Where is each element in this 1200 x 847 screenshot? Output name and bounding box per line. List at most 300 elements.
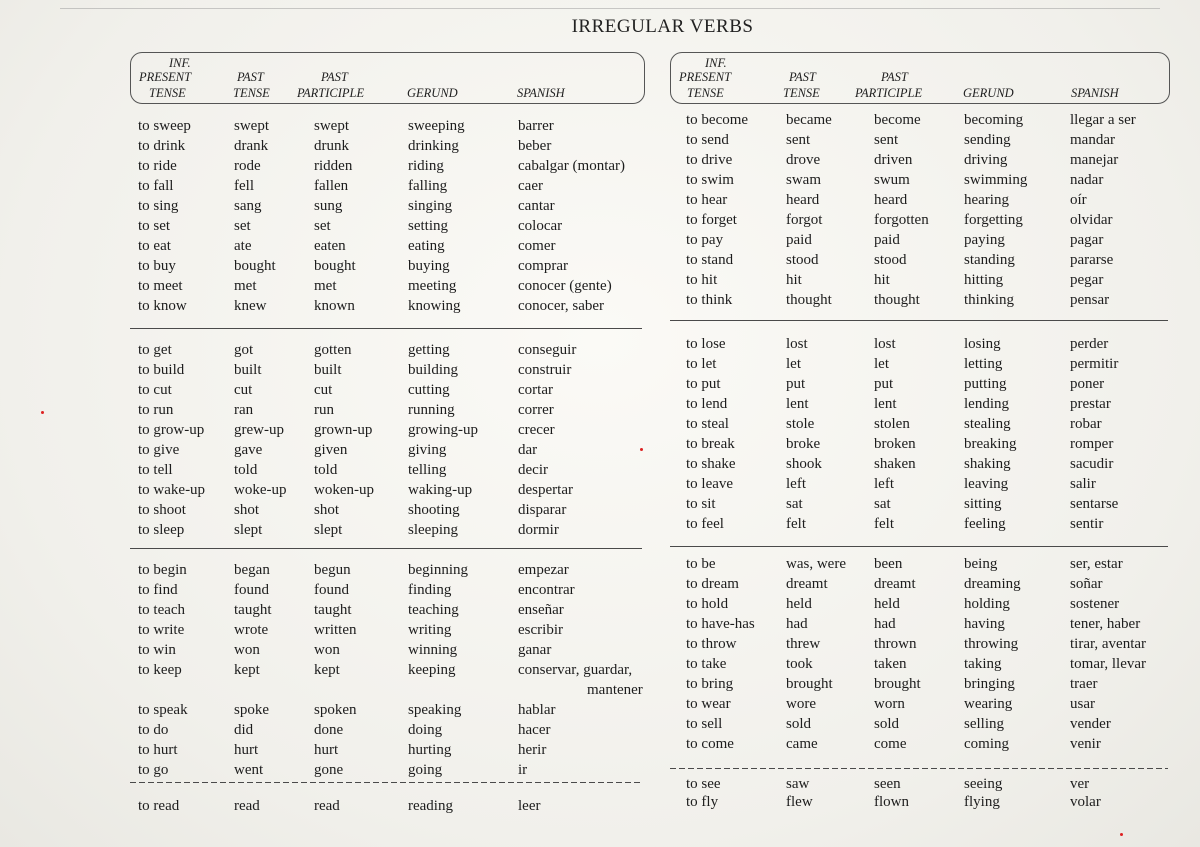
spanish-cell: vender: [1070, 716, 1111, 732]
spanish-cell: cabalgar (montar): [518, 158, 626, 174]
gerund-cell: winning: [408, 642, 458, 658]
gerund-cell: dreaming: [964, 576, 1021, 592]
verb-row: [130, 382, 642, 402]
past-participle-cell: hurt: [314, 742, 339, 758]
verb-row: [670, 794, 1168, 814]
infinitive-cell: to wear: [686, 696, 731, 712]
infinitive-cell: to win: [138, 642, 176, 658]
spanish-cell: pegar: [1070, 272, 1104, 288]
past-tense-cell: flew: [786, 794, 813, 810]
spanish-cell: tirar, aventar: [1070, 636, 1147, 652]
past-participle-cell: drunk: [314, 138, 349, 154]
past-tense-cell: sent: [786, 132, 811, 148]
verb-row: [670, 776, 1168, 796]
gerund-cell: driving: [964, 152, 1008, 168]
spanish-cell: enseñar: [518, 602, 564, 618]
past-participle-cell: read: [314, 798, 340, 814]
spanish-cell: dar: [518, 442, 538, 458]
verb-row: [670, 576, 1168, 596]
spanish-cell: empezar: [518, 562, 569, 578]
past-tense-cell: sold: [786, 716, 812, 732]
gerund-cell: lending: [964, 396, 1009, 412]
verb-row: [130, 522, 642, 542]
past-tense-cell: shook: [786, 456, 822, 472]
spanish-cell: escribir: [518, 622, 563, 638]
gerund-cell: teaching: [408, 602, 459, 618]
spanish-cell: hablar: [518, 702, 556, 718]
past-tense-cell: ran: [234, 402, 254, 418]
past-participle-cell: heard: [874, 192, 908, 208]
gerund-cell: losing: [964, 336, 1001, 352]
verb-row: [130, 622, 642, 642]
infinitive-cell: to throw: [686, 636, 737, 652]
past-participle-cell: found: [314, 582, 349, 598]
gerund-cell: stealing: [964, 416, 1011, 432]
gerund-cell: keeping: [408, 662, 456, 678]
spanish-cell: poner: [1070, 376, 1105, 392]
header-present: PRESENT: [139, 70, 192, 84]
gerund-cell: knowing: [408, 298, 461, 314]
verb-row: [130, 798, 642, 818]
past-tense-cell: lost: [786, 336, 808, 352]
spanish-cell: cantar: [518, 198, 555, 214]
spanish-cell: disparar: [518, 502, 567, 518]
verb-row: [130, 158, 642, 178]
past-participle-cell: built: [314, 362, 342, 378]
past-tense-cell: wore: [786, 696, 816, 712]
spanish-cell: sentarse: [1070, 496, 1119, 512]
past-tense-cell: paid: [786, 232, 812, 248]
spanish-cell: salir: [1070, 476, 1096, 492]
gerund-cell: becoming: [964, 112, 1024, 128]
gerund-cell: breaking: [964, 436, 1017, 452]
spanish-cell: ganar: [518, 642, 552, 658]
infinitive-cell: to shake: [686, 456, 736, 472]
gerund-cell: beginning: [408, 562, 468, 578]
spanish-cell: pararse: [1070, 252, 1114, 268]
spanish-cell: nadar: [1070, 172, 1104, 188]
spanish-cell: sacudir: [1070, 456, 1114, 472]
gerund-cell: letting: [964, 356, 1003, 372]
infinitive-cell: to sleep: [138, 522, 185, 538]
past-tense-cell: gave: [234, 442, 263, 458]
past-participle-cell: broken: [874, 436, 916, 452]
infinitive-cell: to put: [686, 376, 721, 392]
spanish-cell: encontrar: [518, 582, 575, 598]
verb-row: [130, 258, 642, 278]
verb-row: [670, 292, 1168, 312]
verb-row: [670, 636, 1168, 656]
spanish-cell: ir: [518, 762, 528, 778]
infinitive-cell: to forget: [686, 212, 737, 228]
infinitive-cell: to teach: [138, 602, 186, 618]
spanish-cell: volar: [1070, 794, 1101, 810]
verb-row: [670, 252, 1168, 272]
verb-row: [670, 336, 1168, 356]
spanish-cell: caer: [518, 178, 543, 194]
verb-row: [670, 616, 1168, 636]
infinitive-cell: to sell: [686, 716, 723, 732]
header-spanish: SPANISH: [517, 86, 565, 100]
verb-row: [670, 192, 1168, 212]
infinitive-cell: to tell: [138, 462, 173, 478]
spanish-cell: olvidar: [1070, 212, 1113, 228]
spanish-cell: usar: [1070, 696, 1095, 712]
past-tense-cell: thought: [786, 292, 832, 308]
past-participle-cell: put: [874, 376, 894, 392]
past-participle-cell: swum: [874, 172, 910, 188]
infinitive-cell: to give: [138, 442, 180, 458]
past-tense-cell: won: [234, 642, 260, 658]
infinitive-cell: to hear: [686, 192, 728, 208]
gerund-cell: reading: [408, 798, 453, 814]
past-participle-cell: set: [314, 218, 331, 234]
verb-row: [130, 502, 642, 522]
verb-row: [130, 602, 642, 622]
header-participle-past: PAST: [881, 70, 908, 84]
header-past-tense: TENSE: [233, 86, 270, 100]
past-tense-cell: stood: [786, 252, 819, 268]
past-tense-cell: felt: [786, 516, 806, 532]
past-participle-cell: stood: [874, 252, 907, 268]
verb-row: [670, 596, 1168, 616]
past-participle-cell: left: [874, 476, 894, 492]
group-separator: [670, 320, 1168, 321]
past-participle-cell: gotten: [314, 342, 352, 358]
infinitive-cell: to leave: [686, 476, 734, 492]
past-tense-cell: held: [786, 596, 812, 612]
header-past-tense: TENSE: [783, 86, 820, 100]
verb-row: [670, 232, 1168, 252]
past-tense-cell: spoke: [234, 702, 269, 718]
infinitive-cell: to send: [686, 132, 729, 148]
past-participle-cell: gone: [314, 762, 344, 778]
verb-row: [670, 456, 1168, 476]
past-participle-cell: had: [874, 616, 896, 632]
gerund-cell: swimming: [964, 172, 1028, 188]
verb-row: [130, 702, 642, 722]
past-participle-cell: met: [314, 278, 337, 294]
infinitive-cell: to write: [138, 622, 185, 638]
gerund-cell: waking-up: [408, 482, 473, 498]
spanish-cell: despertar: [518, 482, 573, 498]
spanish-cell: ser, estar: [1070, 556, 1123, 572]
header-tense: TENSE: [149, 86, 186, 100]
spanish-cell: romper: [1070, 436, 1114, 452]
past-tense-cell: hurt: [234, 742, 259, 758]
verb-row: [670, 476, 1168, 496]
verb-row: [670, 696, 1168, 716]
spanish-cell: mantener: [587, 682, 643, 698]
past-tense-cell: grew-up: [234, 422, 284, 438]
infinitive-cell: to lose: [686, 336, 726, 352]
past-tense-cell: came: [786, 736, 818, 752]
infinitive-cell: to read: [138, 798, 180, 814]
verb-row: [670, 676, 1168, 696]
gerund-cell: riding: [408, 158, 444, 174]
past-tense-cell: swept: [234, 118, 269, 134]
past-tense-cell: told: [234, 462, 258, 478]
gerund-cell: coming: [964, 736, 1009, 752]
past-tense-cell: left: [786, 476, 806, 492]
infinitive-cell: to bring: [686, 676, 734, 692]
top-rule: [60, 8, 1160, 9]
verb-row: [670, 496, 1168, 516]
verb-row: [130, 722, 642, 742]
gerund-cell: sleeping: [408, 522, 458, 538]
verb-row: [670, 436, 1168, 456]
verb-row: [670, 172, 1168, 192]
spanish-cell: correr: [518, 402, 554, 418]
past-participle-cell: lost: [874, 336, 896, 352]
spanish-cell: comer: [518, 238, 556, 254]
past-participle-cell: sent: [874, 132, 899, 148]
group-separator: [670, 768, 1168, 769]
past-participle-cell: done: [314, 722, 344, 738]
ink-speck: [640, 448, 643, 451]
right-table: [670, 52, 1170, 810]
gerund-cell: hurting: [408, 742, 452, 758]
infinitive-cell: to drink: [138, 138, 186, 154]
infinitive-cell: to drive: [686, 152, 733, 168]
past-tense-cell: drove: [786, 152, 821, 168]
gerund-cell: seeing: [964, 776, 1003, 792]
gerund-cell: cutting: [408, 382, 450, 398]
gerund-cell: thinking: [964, 292, 1015, 308]
verb-row: [670, 736, 1168, 756]
infinitive-cell: to stand: [686, 252, 734, 268]
gerund-cell: selling: [964, 716, 1004, 732]
past-tense-cell: forgot: [786, 212, 823, 228]
past-participle-cell: been: [874, 556, 903, 572]
infinitive-cell: to meet: [138, 278, 183, 294]
spanish-cell: mandar: [1070, 132, 1115, 148]
verb-row: [130, 582, 642, 602]
past-tense-cell: did: [234, 722, 254, 738]
header-participle-past: PAST: [321, 70, 348, 84]
past-participle-cell: dreamt: [874, 576, 916, 592]
spanish-cell: leer: [518, 798, 541, 814]
verb-row: [130, 342, 642, 362]
past-tense-cell: stole: [786, 416, 815, 432]
spanish-cell: dormir: [518, 522, 559, 538]
past-tense-cell: wrote: [234, 622, 269, 638]
past-tense-cell: brought: [786, 676, 833, 692]
gerund-cell: forgetting: [964, 212, 1023, 228]
past-participle-cell: felt: [874, 516, 894, 532]
spanish-cell: pagar: [1070, 232, 1104, 248]
gerund-cell: having: [964, 616, 1005, 632]
past-participle-cell: forgotten: [874, 212, 929, 228]
header-participle: PARTICIPLE: [297, 86, 365, 100]
past-tense-cell: read: [234, 798, 260, 814]
past-tense-cell: bought: [234, 258, 276, 274]
past-tense-cell: fell: [234, 178, 254, 194]
past-tense-cell: heard: [786, 192, 820, 208]
spanish-cell: conocer, saber: [518, 298, 605, 314]
verb-row: [670, 556, 1168, 576]
gerund-cell: bringing: [964, 676, 1015, 692]
gerund-cell: hitting: [964, 272, 1004, 288]
verb-row: [130, 278, 642, 298]
gerund-cell: falling: [408, 178, 448, 194]
past-tense-cell: became: [786, 112, 832, 128]
past-tense-cell: sat: [786, 496, 803, 512]
verb-row: [670, 152, 1168, 172]
gerund-cell: telling: [408, 462, 447, 478]
spanish-cell: manejar: [1070, 152, 1119, 168]
infinitive-cell: to take: [686, 656, 727, 672]
past-participle-cell: seen: [874, 776, 901, 792]
verb-row: [130, 138, 642, 158]
spanish-cell: ver: [1070, 776, 1090, 792]
verb-row: [130, 482, 642, 502]
infinitive-cell: to cut: [138, 382, 172, 398]
past-tense-cell: broke: [786, 436, 821, 452]
infinitive-cell: to sweep: [138, 118, 191, 134]
spanish-cell: construir: [518, 362, 572, 378]
infinitive-cell: to fly: [686, 794, 719, 810]
infinitive-cell: to think: [686, 292, 733, 308]
verb-row: [130, 422, 642, 442]
past-tense-cell: began: [234, 562, 270, 578]
past-tense-cell: rode: [234, 158, 261, 174]
spanish-cell: pensar: [1070, 292, 1110, 308]
infinitive-cell: to sing: [138, 198, 179, 214]
infinitive-cell: to do: [138, 722, 169, 738]
verb-row: [130, 442, 642, 462]
infinitive-cell: to shoot: [138, 502, 186, 518]
infinitive-cell: to eat: [138, 238, 171, 254]
past-participle-cell: ridden: [314, 158, 353, 174]
past-tense-cell: woke-up: [234, 482, 287, 498]
past-tense-cell: shot: [234, 502, 260, 518]
gerund-cell: singing: [408, 198, 453, 214]
past-tense-cell: lent: [786, 396, 809, 412]
infinitive-cell: to become: [686, 112, 749, 128]
group-separator: [130, 548, 642, 549]
past-participle-cell: sold: [874, 716, 900, 732]
past-participle-cell: brought: [874, 676, 921, 692]
past-participle-cell: become: [874, 112, 921, 128]
infinitive-cell: to wake-up: [138, 482, 206, 498]
infinitive-cell: to swim: [686, 172, 734, 188]
past-participle-cell: flown: [874, 794, 909, 810]
past-participle-cell: cut: [314, 382, 333, 398]
past-participle-cell: shaken: [874, 456, 916, 472]
header-gerund: GERUND: [963, 86, 1014, 100]
infinitive-cell: to buy: [138, 258, 176, 274]
spanish-cell: tener, haber: [1070, 616, 1141, 632]
verb-row: [670, 656, 1168, 676]
right-table-header: [670, 52, 1170, 104]
spanish-cell: comprar: [518, 258, 568, 274]
gerund-cell: hearing: [964, 192, 1009, 208]
infinitive-cell: to be: [686, 556, 716, 572]
infinitive-cell: to have-has: [686, 616, 755, 632]
spanish-cell: herir: [518, 742, 547, 758]
verb-row: [130, 298, 642, 318]
infinitive-cell: to know: [138, 298, 187, 314]
verb-row: [670, 716, 1168, 736]
infinitive-cell: to pay: [686, 232, 724, 248]
infinitive-cell: to let: [686, 356, 717, 372]
infinitive-cell: to lend: [686, 396, 728, 412]
verb-row: [130, 402, 642, 422]
verb-row: [670, 356, 1168, 376]
past-participle-cell: let: [874, 356, 889, 372]
gerund-cell: putting: [964, 376, 1007, 392]
infinitive-cell: to break: [686, 436, 735, 452]
header-past: PAST: [789, 70, 816, 84]
verb-row: [670, 272, 1168, 292]
past-participle-cell: run: [314, 402, 334, 418]
past-participle-cell: slept: [314, 522, 343, 538]
past-tense-cell: sang: [234, 198, 262, 214]
past-tense-cell: drank: [234, 138, 269, 154]
past-tense-cell: knew: [234, 298, 267, 314]
header-past: PAST: [237, 70, 264, 84]
gerund-cell: setting: [408, 218, 448, 234]
verb-row: [130, 662, 642, 682]
infinitive-cell: to sit: [686, 496, 716, 512]
left-table: [130, 52, 645, 814]
past-participle-cell: spoken: [314, 702, 357, 718]
gerund-cell: leaving: [964, 476, 1009, 492]
verb-row: [130, 218, 642, 238]
past-tense-cell: swam: [786, 172, 821, 188]
gerund-cell: going: [408, 762, 443, 778]
past-participle-cell: taught: [314, 602, 352, 618]
gerund-cell: paying: [964, 232, 1005, 248]
verb-row: [670, 416, 1168, 436]
infinitive-cell: to feel: [686, 516, 724, 532]
spanish-cell: hacer: [518, 722, 551, 738]
gerund-cell: shaking: [964, 456, 1011, 472]
verb-row: [130, 642, 642, 662]
past-tense-cell: slept: [234, 522, 263, 538]
infinitive-cell: to begin: [138, 562, 187, 578]
gerund-cell: speaking: [408, 702, 462, 718]
gerund-cell: sweeping: [408, 118, 465, 134]
gerund-cell: writing: [408, 622, 452, 638]
past-tense-cell: kept: [234, 662, 260, 678]
past-tense-cell: saw: [786, 776, 810, 792]
infinitive-cell: to run: [138, 402, 174, 418]
gerund-cell: shooting: [408, 502, 460, 518]
spanish-cell: venir: [1070, 736, 1101, 752]
verb-row: [130, 682, 642, 702]
header-inf: INF.: [705, 56, 727, 70]
verb-row: [130, 178, 642, 198]
gerund-cell: sitting: [964, 496, 1002, 512]
header-inf: INF.: [169, 56, 191, 70]
past-tense-cell: had: [786, 616, 808, 632]
infinitive-cell: to fall: [138, 178, 174, 194]
infinitive-cell: to hold: [686, 596, 729, 612]
verb-row: [130, 118, 642, 138]
past-tense-cell: went: [234, 762, 264, 778]
header-participle: PARTICIPLE: [855, 86, 923, 100]
past-participle-cell: thought: [874, 292, 920, 308]
spanish-cell: permitir: [1070, 356, 1119, 372]
gerund-cell: flying: [964, 794, 1000, 810]
past-participle-cell: shot: [314, 502, 340, 518]
past-participle-cell: won: [314, 642, 340, 658]
past-participle-cell: kept: [314, 662, 340, 678]
past-participle-cell: held: [874, 596, 900, 612]
group-separator: [670, 546, 1168, 547]
